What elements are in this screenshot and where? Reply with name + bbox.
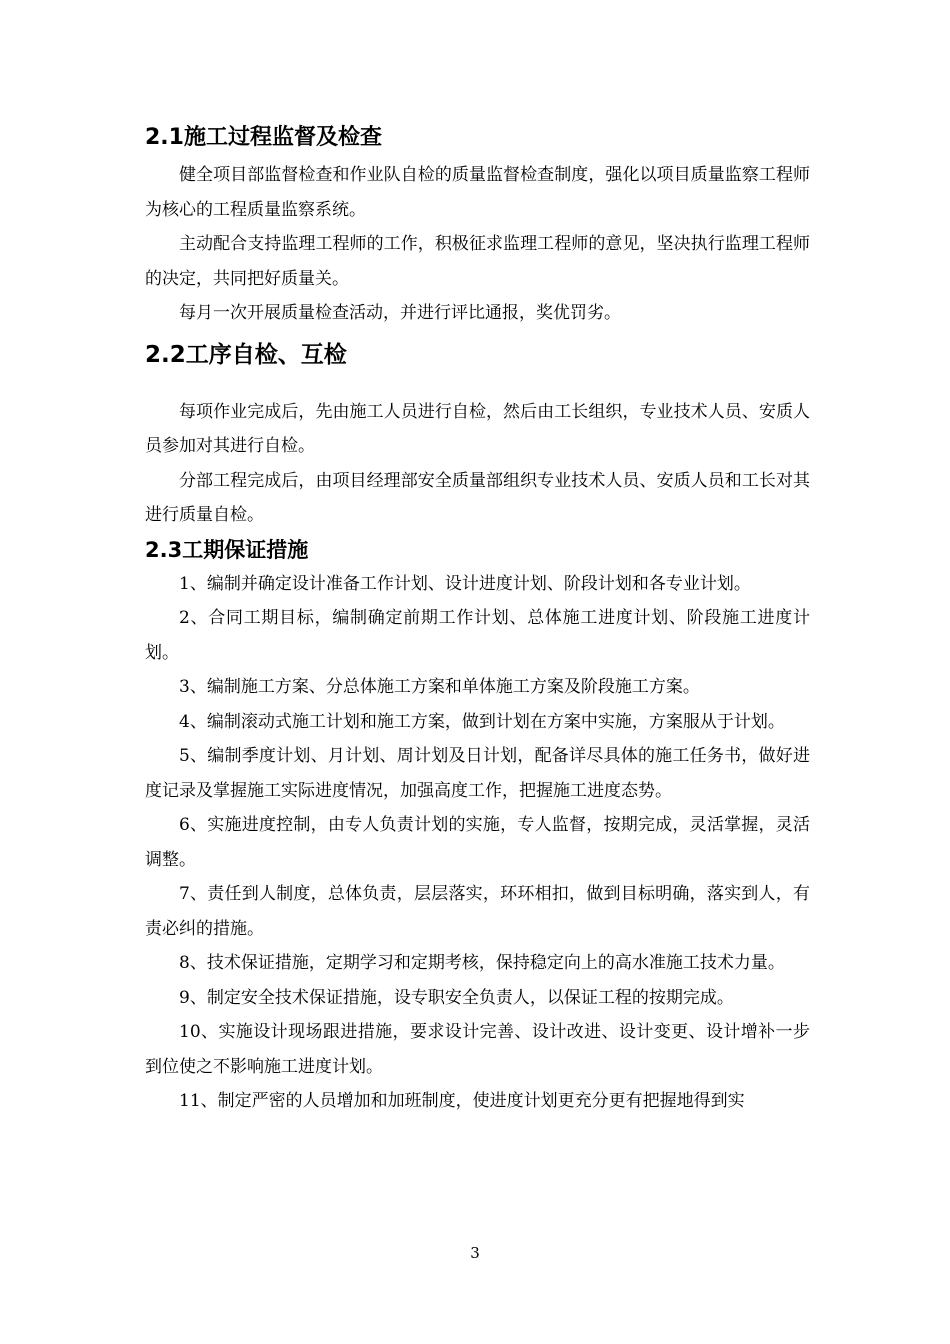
page-content: [145, 118, 810, 1119]
paragraph: 主动配合支持监理工程师的工作，积极征求监理工程师的意见，坚决执行监理工程师的决定，共同把好质量关。: [145, 234, 810, 289]
list-item: 10、实施设计现场跟进措施，要求设计完善、设计改进、设计变更、设计增补一步到位使之不影响施工进度计划。: [145, 1022, 810, 1077]
section-heading-2-2: 2.2工序自检、互检: [145, 341, 347, 368]
paragraph: 健全项目部监督检查和作业队自检的质量监督检查制度，强化以项目质量监察工程师为核心的工程质量监察系统。: [145, 165, 810, 220]
spacer: [145, 375, 810, 395]
list-item: 4、编制滚动式施工计划和施工方案，做到计划在方案中实施，方案服从于计划。: [179, 711, 785, 732]
list-item: 1、编制并确定设计准备工作计划、设计进度计划、阶段计划和各专业计划。: [179, 573, 751, 594]
paragraph: 每项作业完成后，先由施工人员进行自检，然后由工长组织，专业技术人员、安质人员参加对其进行自检。: [145, 401, 810, 456]
list-item: 7、责任到人制度，总体负责，层层落实，环环相扣，做到目标明确，落实到人，有责必纠的措施。: [145, 884, 810, 939]
page-number: 3: [470, 1244, 480, 1262]
list-item: 11、制定严密的人员增加和加班制度，使进度计划更充分更有把握地得到实: [179, 1091, 745, 1111]
list-item: 8、技术保证措施，定期学习和定期考核，保持稳定向上的高水准施工技术力量。: [179, 953, 785, 973]
paragraph: 每月一次开展质量检查活动，并进行评比通报，奖优罚劣。: [179, 303, 621, 323]
section-heading-2-1: 2.1施工过程监督及检查: [145, 125, 382, 150]
list-item: 3、编制施工方案、分总体施工方案和单体施工方案及阶段施工方案。: [179, 677, 700, 697]
paragraph: 分部工程完成后，由项目经理部安全质量部组织专业技术人员、安质人员和工长对其进行质量自检。: [145, 470, 810, 525]
section-heading-2-3: 2.3工期保证措施: [145, 537, 309, 562]
list-item: 2、合同工期目标，编制确定前期工作计划、总体施工进度计划、阶段施工进度计划。: [145, 608, 810, 663]
list-item: 5、编制季度计划、月计划、周计划及日计划，配备详尽具体的施工任务书，做好进度记录及掌握施工实际进度情况，加强高度工作，把握施工进度态势。: [145, 746, 810, 801]
list-item: 6、实施进度控制，由专人负责计划的实施，专人监督，按期完成，灵活掌握，灵活调整。: [145, 815, 810, 870]
list-item: 9、制定安全技术保证措施，设专职安全负责人，以保证工程的按期完成。: [179, 987, 734, 1008]
